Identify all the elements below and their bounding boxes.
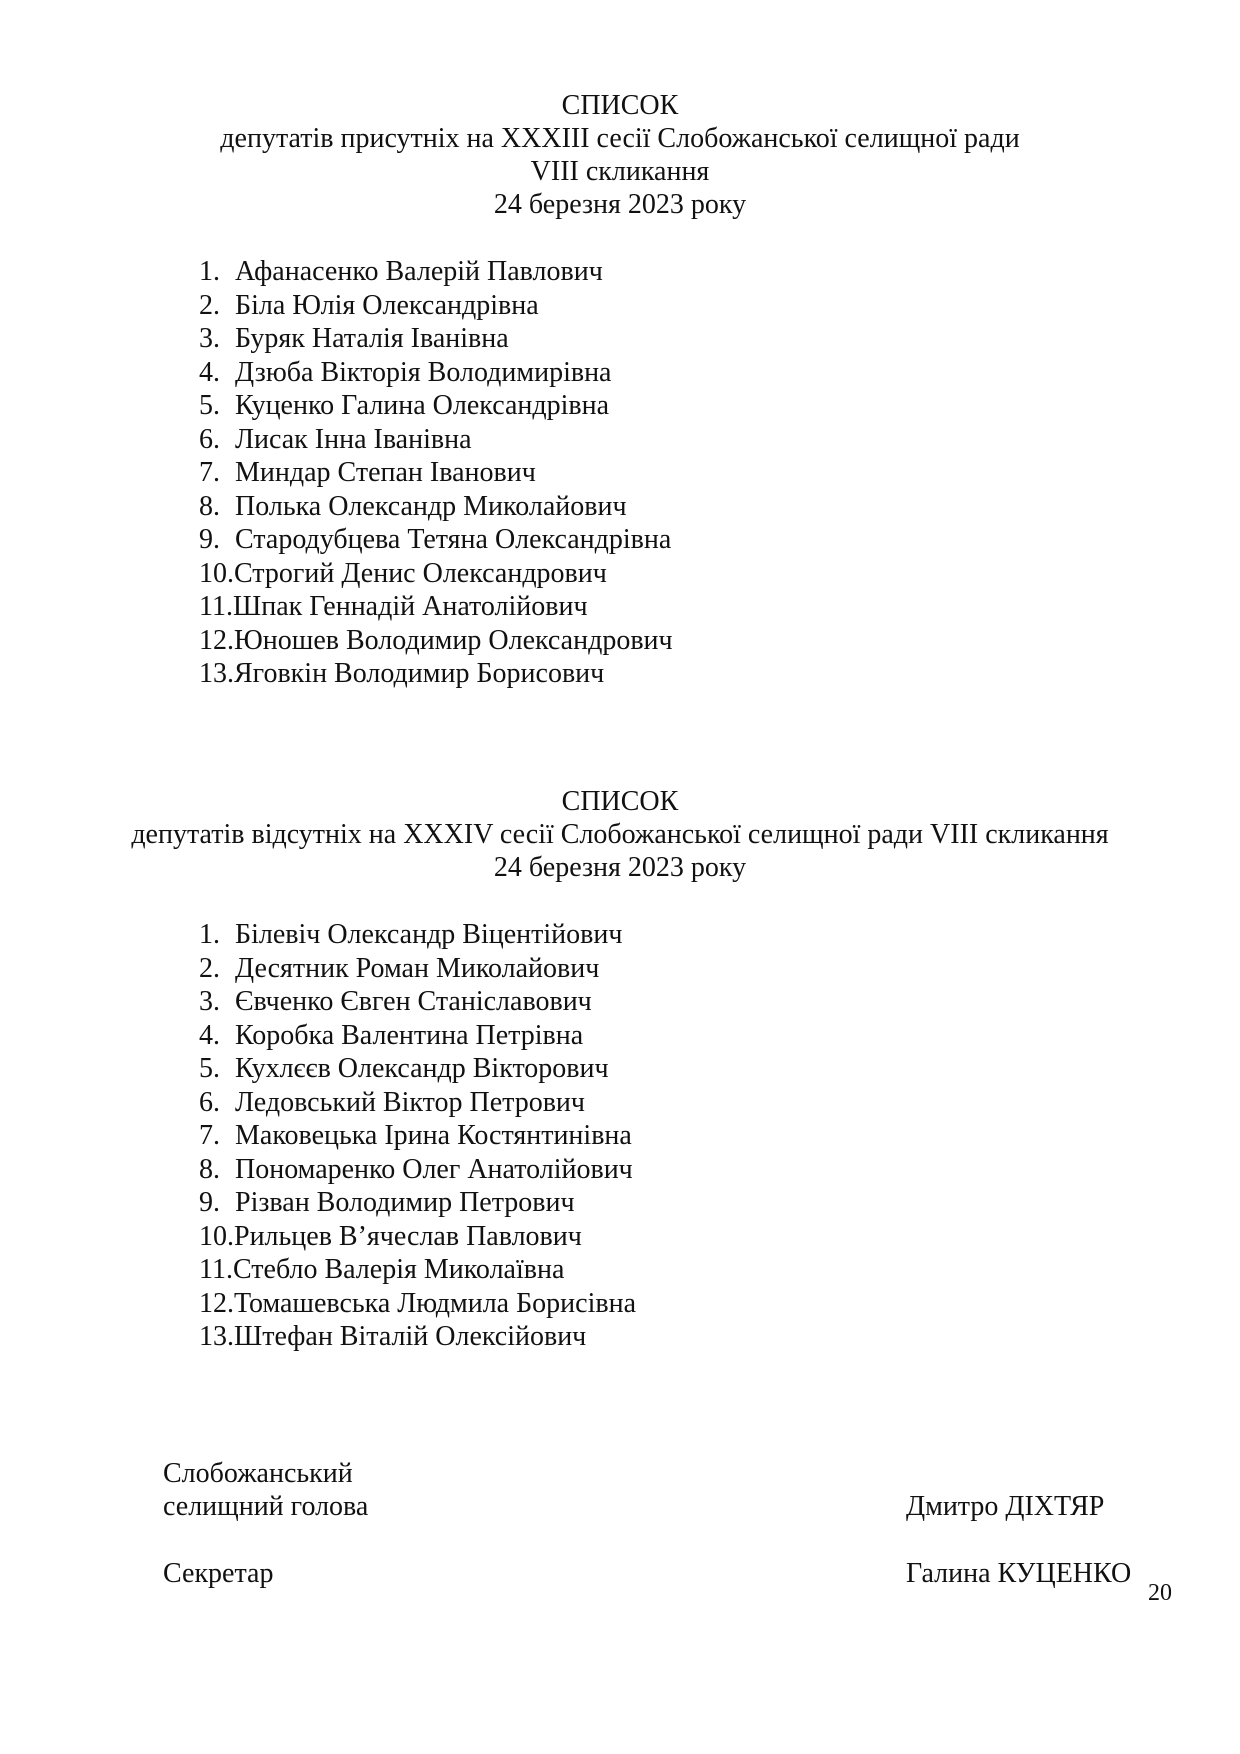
list-item	[199, 1086, 636, 1120]
list-item-number: 2.	[199, 289, 220, 321]
list-item-name: Куценко Галина Олександрівна	[235, 390, 610, 421]
list-item	[199, 289, 673, 323]
list-item	[199, 255, 673, 289]
list-item-name: Рильцев В’ячеслав Павлович	[234, 1220, 582, 1252]
list-item-name: Різван Володимир Петрович	[235, 1187, 575, 1218]
list-item	[199, 456, 673, 490]
list-item	[199, 1186, 636, 1220]
list-item-number: 13.	[199, 1321, 234, 1352]
list-item	[199, 1153, 636, 1187]
list-item-name: Яговкін Володимир Борисович	[234, 658, 605, 689]
list-item-number: 4.	[199, 1019, 220, 1051]
present-date: 24 березня 2023 року	[493, 189, 747, 220]
list-item-number: 10.	[199, 557, 234, 589]
present-list-header	[0, 89, 1240, 221]
absent-deputies-list	[199, 918, 636, 1354]
list-item	[199, 1320, 636, 1354]
list-item-name: Коробка Валентина Петрівна	[235, 1019, 584, 1051]
list-item-number: 3.	[199, 986, 220, 1017]
list-item-number: 8.	[199, 1153, 220, 1185]
list-item-name: Миндар Степан Іванович	[235, 457, 536, 488]
list-item-number: 13.	[199, 658, 234, 689]
list-item-name: Десятник Роман Миколайович	[235, 952, 600, 984]
list-item	[199, 1220, 636, 1254]
absent-heading: СПИСОК	[561, 786, 679, 817]
list-item-name: Стародубцева Тетяна Олександрівна	[235, 524, 672, 555]
list-item	[199, 624, 673, 658]
present-subtitle-line2: VIII скликання	[530, 156, 710, 187]
list-item	[199, 1287, 636, 1321]
list-item-number: 6.	[199, 1086, 220, 1118]
list-item-number: 11.	[199, 1254, 233, 1285]
head-name: Дмитро ДІХТЯР	[906, 1491, 1105, 1522]
list-item-number: 1.	[199, 256, 220, 287]
list-item-name: Афанасенко Валерій Павлович	[235, 256, 603, 287]
list-item-name: Кухлєєв Олександр Вікторович	[235, 1053, 609, 1084]
page-number: 20	[1148, 1580, 1172, 1606]
list-item-name: Ледовський Віктор Петрович	[235, 1086, 585, 1118]
list-item-number: 6.	[199, 423, 220, 455]
list-item	[199, 523, 673, 557]
list-item-name: Лисак Інна Іванівна	[235, 423, 472, 455]
list-item	[199, 918, 636, 952]
secretary-name: Галина КУЦЕНКО	[906, 1558, 1132, 1589]
head-title	[163, 1457, 368, 1523]
list-item	[199, 657, 673, 691]
list-item-name: Штефан Віталій Олексійович	[234, 1321, 587, 1352]
list-item-number: 2.	[199, 952, 220, 984]
list-item-name: Томашевська Людмила Борисівна	[234, 1287, 637, 1319]
list-item	[199, 490, 673, 524]
list-item-number: 12.	[199, 624, 234, 656]
list-item-number: 8.	[199, 490, 220, 522]
list-item-number: 1.	[199, 919, 220, 950]
list-item-name: Юношев Володимир Олександрович	[234, 624, 673, 656]
secretary-title: Секретар	[163, 1558, 274, 1589]
list-item	[199, 952, 636, 986]
list-item-name: Євченко Євген Станіславович	[235, 986, 592, 1017]
absent-list-header	[0, 785, 1240, 884]
list-item-number: 11.	[199, 591, 233, 622]
list-item-name: Полька Олександр Миколайович	[235, 490, 627, 522]
list-item-number: 5.	[199, 390, 220, 421]
list-item-number: 10.	[199, 1220, 234, 1252]
list-item-number: 4.	[199, 356, 220, 388]
list-item-number: 9.	[199, 1187, 220, 1218]
head-title-line2: селищний голова	[163, 1491, 369, 1522]
list-item-name: Строгий Денис Олександрович	[234, 557, 607, 589]
list-item-name: Стебло Валерія Миколаївна	[232, 1254, 565, 1285]
present-deputies-list	[199, 255, 673, 691]
list-item	[199, 389, 673, 423]
list-item-name: Пономаренко Олег Анатолійович	[235, 1153, 633, 1185]
present-heading: СПИСОК	[561, 90, 679, 121]
list-item-name: Шпак Геннадій Анатолійович	[232, 591, 588, 622]
list-item	[199, 1052, 636, 1086]
absent-subtitle-line1: депутатів відсутніх на XXXIV сесії Слобожанської селищної ради VIII скликання	[131, 819, 1109, 850]
list-item	[199, 557, 673, 591]
list-item-name: Білевіч Олександр Віцентійович	[235, 919, 623, 950]
list-item-name: Біла Юлія Олександрівна	[235, 289, 539, 321]
list-item	[199, 1253, 636, 1287]
list-item-name: Дзюба Вікторія Володимирівна	[235, 356, 612, 388]
list-item-number: 5.	[199, 1053, 220, 1084]
list-item	[199, 1119, 636, 1153]
list-item-name: Буряк Наталія Іванівна	[235, 323, 509, 354]
absent-date: 24 березня 2023 року	[493, 852, 747, 883]
present-subtitle-line1: депутатів присутніх на XXXIII сесії Слобожанської селищної ради	[220, 123, 1020, 154]
list-item	[199, 322, 673, 356]
list-item-number: 7.	[199, 457, 220, 488]
list-item-number: 9.	[199, 524, 220, 555]
list-item-number: 12.	[199, 1287, 234, 1319]
list-item-name: Маковецька Ірина Костянтинівна	[235, 1120, 632, 1151]
list-item	[199, 590, 673, 624]
list-item	[199, 423, 673, 457]
list-item-number: 7.	[199, 1120, 220, 1151]
head-title-line1: Слобожанський	[163, 1458, 353, 1489]
list-item	[199, 1019, 636, 1053]
list-item	[199, 985, 636, 1019]
list-item-number: 3.	[199, 323, 220, 354]
list-item	[199, 356, 673, 390]
